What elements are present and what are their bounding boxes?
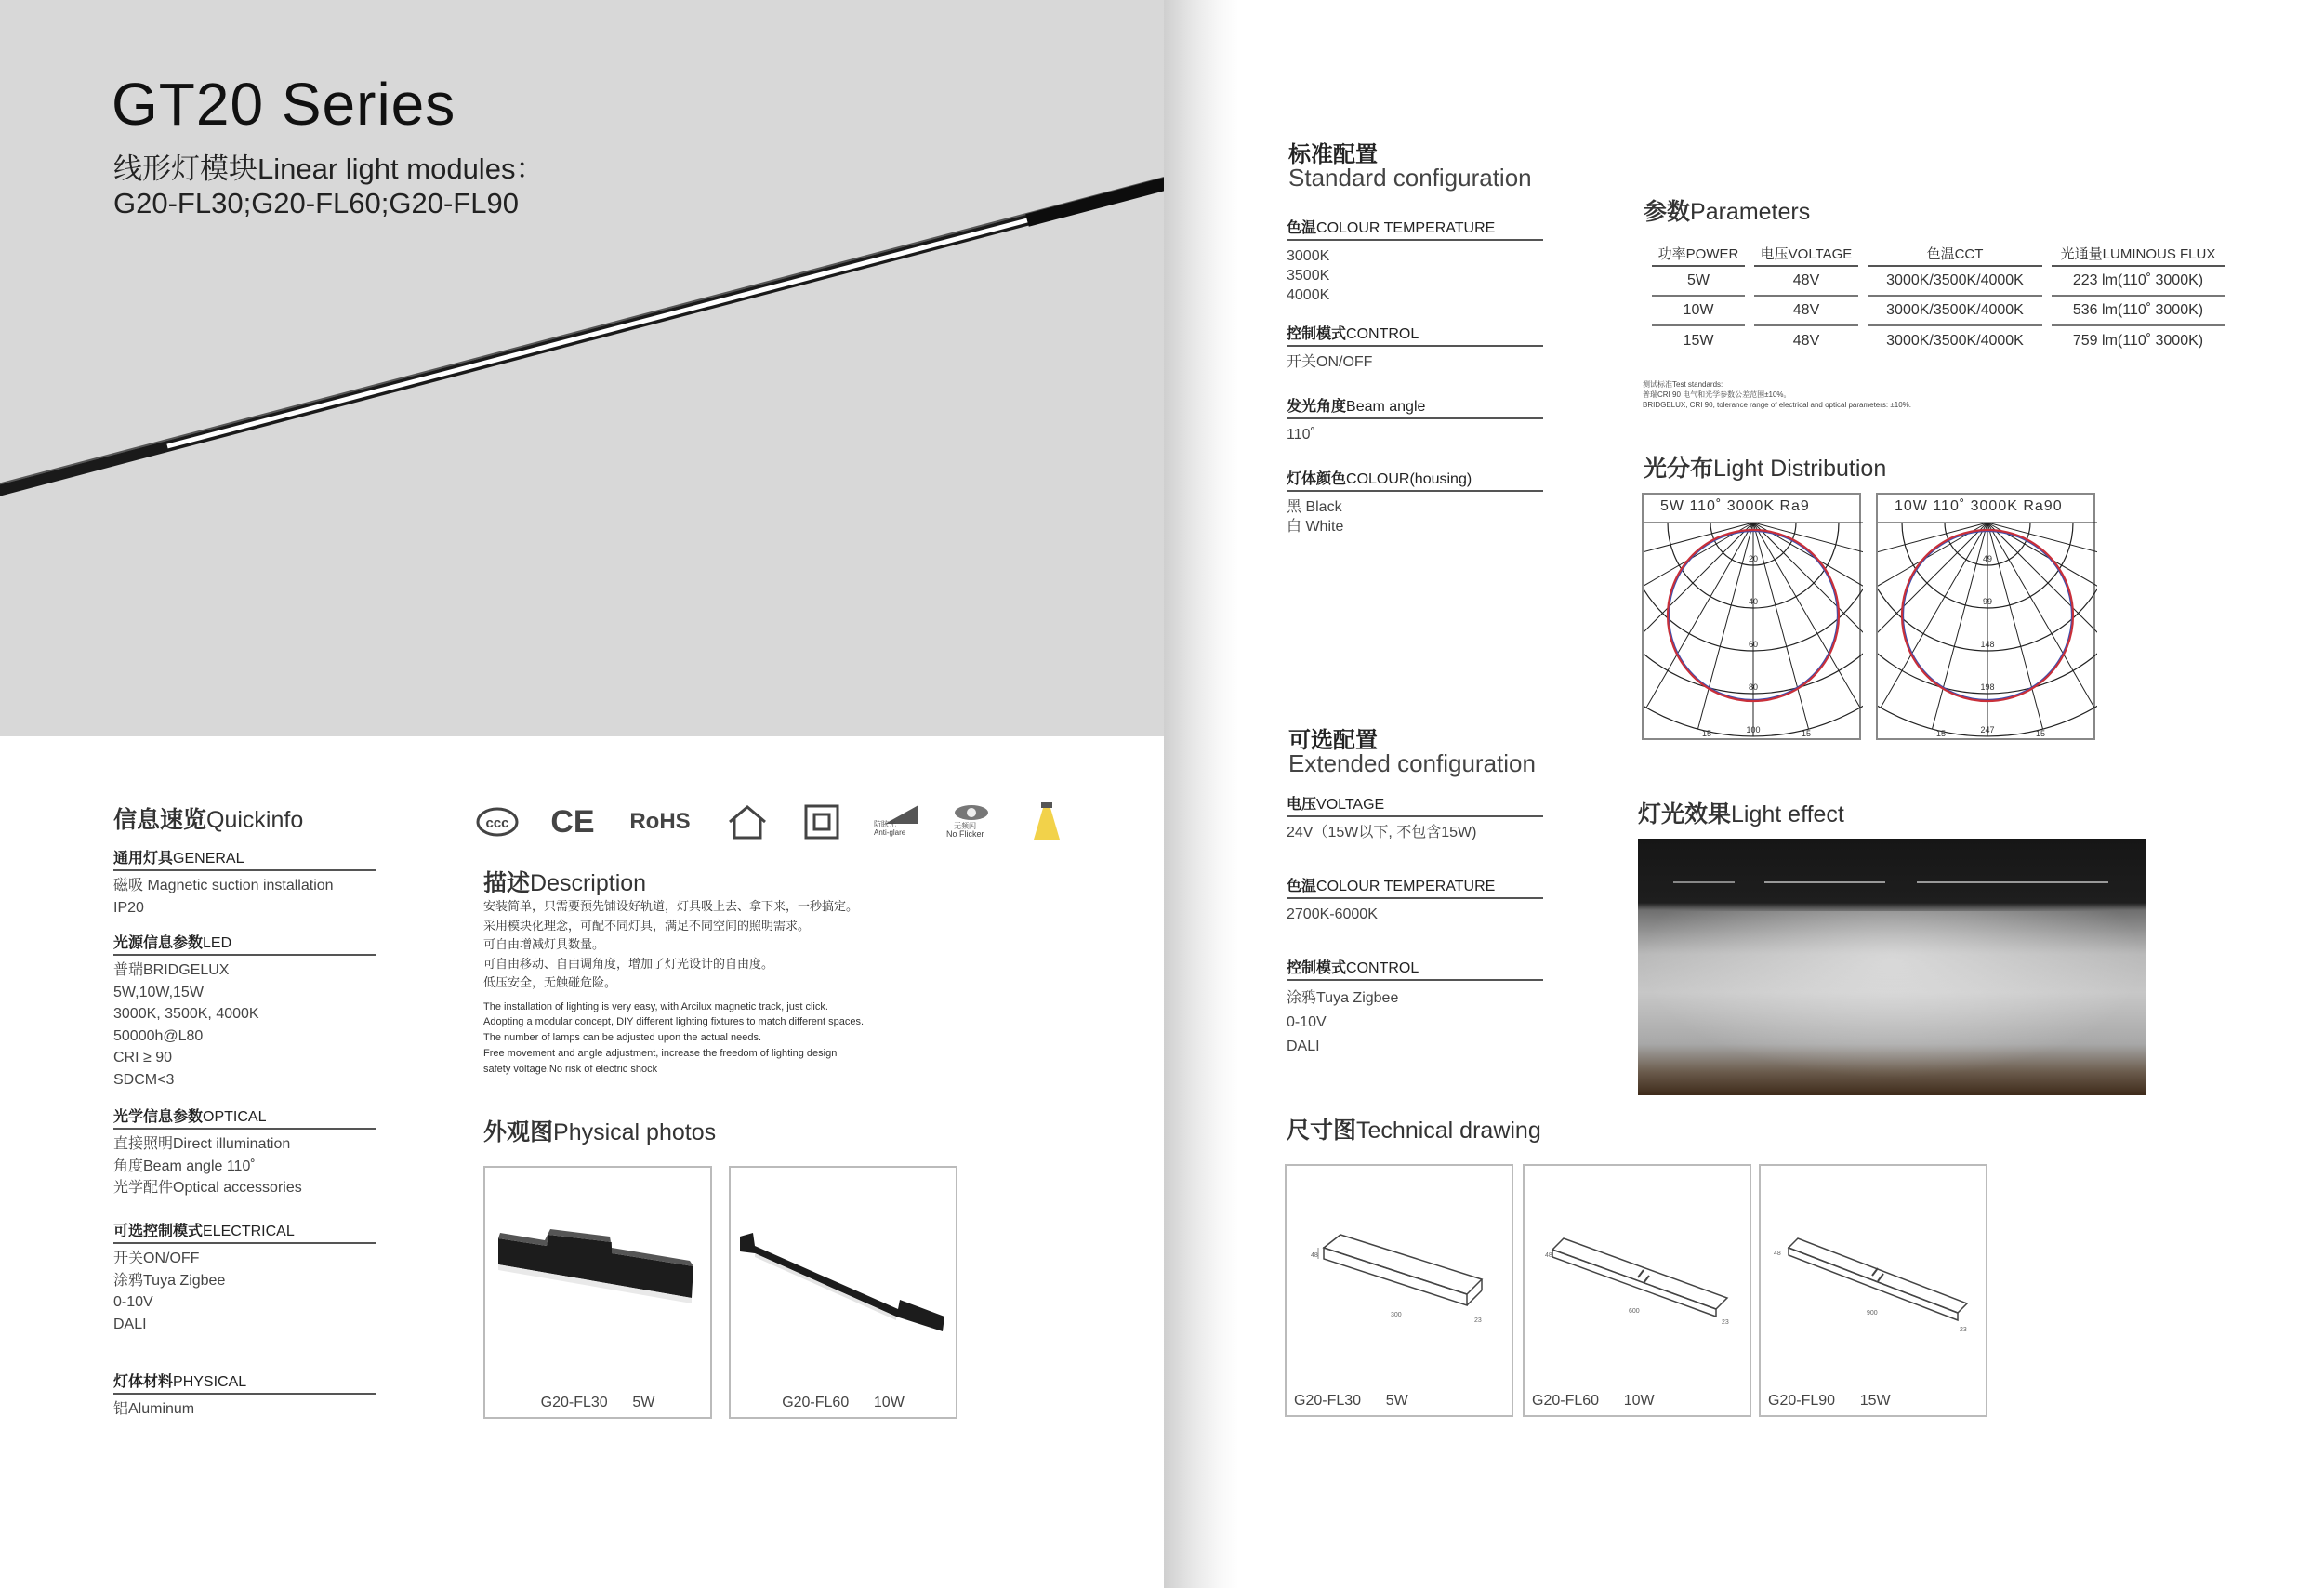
quickinfo-line: 涂鸦Tuya Zigbee: [113, 1272, 226, 1289]
dimension-drawing: [1525, 1166, 1750, 1380]
drawing-caption: G20-FL60 10W: [1532, 1393, 1655, 1409]
svg-text:300: 300: [1391, 1312, 1402, 1318]
page-title: GT20 Series: [112, 71, 456, 138]
column-header: 功率POWER: [1652, 244, 1745, 267]
config-group-heading: 控制模式CONTROL: [1287, 322, 1543, 347]
polar-spoke: [1878, 523, 1987, 674]
config-line: 110˚: [1287, 427, 1315, 443]
config-line: 2700K-6000K: [1287, 906, 1378, 922]
svg-text:ccc: ccc: [485, 815, 509, 831]
no-flicker-icon: 无频闪 No Flicker: [939, 798, 1004, 846]
quickinfo-line: 光学配件Optical accessories: [113, 1180, 302, 1196]
quickinfo-line: 50000h@L80: [113, 1027, 204, 1044]
description-en-line: The number of lamps can be adjusted upon the actual needs.: [483, 1032, 762, 1044]
std-beam-angle: [1287, 394, 1543, 444]
polar-chart-label: 5W 110˚ 3000K Ra9: [1660, 498, 1810, 514]
quickinfo-optical: [113, 1105, 376, 1199]
ring-label: 100: [1746, 725, 1761, 734]
table-row: [1652, 267, 2225, 297]
hero-banner: [0, 0, 1166, 736]
photos-heading: 外观图Physical photos: [483, 1118, 717, 1145]
column-header: 光通量LUMINOUS FLUX: [2052, 244, 2225, 267]
table-cell: 48V: [1792, 333, 1820, 349]
polar-spoke: [1987, 523, 2043, 729]
note-line: 普瑞CRI 90 电气和光学参数公差范围±10%。: [1643, 390, 1791, 399]
product-photo-fl30: [483, 1166, 712, 1419]
config-line: 白 White: [1287, 519, 1344, 535]
config-group-heading: 发光角度Beam angle: [1287, 394, 1543, 419]
product-image: [731, 1168, 956, 1382]
drawing-caption: G20-FL90 15W: [1768, 1393, 1891, 1409]
quickinfo-heading: 信息速览Quickinfo: [113, 806, 304, 833]
angle-label: -15: [1699, 729, 1712, 738]
polar-chart-label: 10W 110˚ 3000K Ra90: [1895, 498, 2063, 514]
quickinfo-group-heading: 光学信息参数OPTICAL: [113, 1105, 376, 1130]
quickinfo-led: [113, 931, 376, 1091]
parameters-table: [1643, 244, 2234, 356]
ext-control: [1287, 956, 1543, 1059]
product-photo-fl60: [729, 1166, 957, 1419]
ring-label: 49: [1982, 554, 1993, 563]
table-cell: 759 lm(110˚ 3000K): [2072, 333, 2204, 349]
product-image: [485, 1168, 710, 1382]
config-group-heading: 灯体颜色COLOUR(housing): [1287, 467, 1543, 492]
tech-drawing-fl90: [1759, 1164, 1987, 1417]
ring-label: 40: [1748, 597, 1759, 606]
page-gutter: [1164, 0, 1238, 1588]
description-cn-line: 安装简单，只需要预先铺设好轨道，灯具吸上去、拿下来，一秒搞定。: [483, 900, 859, 914]
table-cell: 223 lm(110˚ 3000K): [2052, 267, 2225, 297]
certification-icons: [474, 798, 1088, 846]
angle-label: -15: [1934, 729, 1947, 738]
ring-label: 99: [1982, 597, 1993, 606]
config-group-heading: 色温COLOUR TEMPERATURE: [1287, 216, 1543, 241]
quickinfo-line: 3000K, 3500K, 4000K: [113, 1006, 259, 1022]
polar-plot: [1644, 517, 1863, 740]
table-cell: 15W: [1683, 333, 1714, 349]
std-control: [1287, 322, 1543, 372]
spotlight-icon: [1026, 798, 1067, 846]
quickinfo-line: SDCM<3: [113, 1071, 175, 1088]
config-line: DALI: [1287, 1039, 1320, 1054]
parameters-heading: 参数Parameters: [1644, 198, 1811, 225]
table-cell: 3000K/3500K/4000K: [1868, 297, 2042, 326]
quickinfo-physical: [113, 1370, 376, 1421]
polar-spoke: [1644, 523, 1753, 674]
config-line: 黑 Black: [1287, 499, 1342, 515]
polar-spoke: [1753, 523, 1809, 729]
quickinfo-line: DALI: [113, 1316, 147, 1332]
description-cn-line: 低压安全，无触碰危险。: [483, 976, 617, 990]
angle-label: 15: [1802, 729, 1812, 738]
rohs-icon: RoHS: [629, 809, 691, 834]
quickinfo-line: 角度Beam angle 110˚: [113, 1158, 256, 1174]
dimension-drawing: [1287, 1166, 1512, 1380]
table-cell: 10W: [1652, 297, 1745, 326]
photo-caption: G20-FL60 10W: [782, 1395, 905, 1410]
config-line: 开关ON/OFF: [1287, 354, 1373, 370]
std-housing-colour: [1287, 467, 1543, 536]
extended-config-heading-cn: 可选配置: [1288, 727, 1378, 753]
extended-config-heading-en: Extended configuration: [1288, 749, 1536, 777]
quickinfo-line: 直接照明Direct illumination: [113, 1136, 291, 1152]
quickinfo-line: 开关ON/OFF: [113, 1251, 200, 1266]
light-distribution-heading: 光分布Light Distribution: [1644, 455, 1887, 482]
quickinfo-group-heading: 光源信息参数LED: [113, 931, 376, 956]
note-line: 测试标准Test standards:: [1643, 380, 1723, 389]
ring-label: 20: [1748, 554, 1759, 563]
svg-text:48: 48: [1545, 1252, 1552, 1259]
light-effect-photo: [1638, 839, 2146, 1095]
description-body: [483, 898, 948, 1077]
quickinfo-group-heading: 灯体材料PHYSICAL: [113, 1370, 376, 1395]
ring-label: 247: [1980, 725, 1995, 734]
description-en-line: The installation of lighting is very easy, with Arcilux magnetic track, just click.: [483, 1000, 828, 1012]
tech-drawing-fl60: [1523, 1164, 1751, 1417]
polar-spoke: [1697, 523, 1753, 729]
description-cn-line: 采用模块化理念，可配不同灯具，满足不同空间的照明需求。: [483, 919, 811, 933]
anti-glare-icon: 防眩光 Anti-glare: [857, 798, 924, 846]
angle-label: 15: [2036, 729, 2046, 738]
ring-label: 80: [1748, 682, 1759, 692]
table-cell: 3000K/3500K/4000K: [1886, 333, 2024, 349]
svg-text:23: 23: [1474, 1317, 1482, 1324]
std-colour-temperature: [1287, 216, 1543, 305]
technical-drawing-heading: 尺寸图Technical drawing: [1287, 1117, 1541, 1144]
indoor-house-icon: [723, 798, 772, 846]
ce-icon: CE: [550, 803, 595, 840]
ring-label: 198: [1980, 682, 1995, 692]
quickinfo-line: 5W,10W,15W: [113, 984, 204, 1000]
quickinfo-line: 磁吸 Magnetic suction installation: [113, 878, 334, 893]
polar-plot: [1878, 517, 2097, 740]
ring-label: 60: [1748, 640, 1759, 649]
config-group-heading: 控制模式CONTROL: [1287, 956, 1543, 981]
description-en-line: safety voltage,No risk of electric shock: [483, 1063, 658, 1075]
config-group-heading: 色温COLOUR TEMPERATURE: [1287, 874, 1543, 899]
quickinfo-line: IP20: [113, 899, 144, 916]
tech-drawing-fl30: [1285, 1164, 1513, 1417]
column-header: 电压VOLTAGE: [1754, 244, 1858, 267]
svg-text:48: 48: [1774, 1251, 1781, 1257]
column-header: 色温CCT: [1868, 244, 2042, 267]
ccc-icon: [474, 798, 521, 846]
ext-colour-temperature: [1287, 874, 1543, 924]
standard-config-heading-en: Standard configuration: [1288, 164, 1532, 192]
config-group-heading: 电压VOLTAGE: [1287, 792, 1543, 817]
svg-text:900: 900: [1867, 1310, 1878, 1317]
test-standards-note: [1643, 379, 1911, 410]
config-line: 0-10V: [1287, 1014, 1327, 1030]
ring-label: 148: [1980, 640, 1995, 649]
svg-text:23: 23: [1722, 1319, 1729, 1326]
description-en-line: Free movement and angle adjustment, increase the freedom of lighting design: [483, 1047, 838, 1059]
class-ii-icon: [801, 798, 842, 846]
config-line: 3500K: [1287, 268, 1330, 284]
light-effect-heading: 灯光效果Light effect: [1638, 801, 1844, 827]
table-row: [1652, 297, 2225, 326]
drawing-caption: G20-FL30 5W: [1294, 1393, 1408, 1409]
photo-caption: G20-FL30 5W: [540, 1395, 655, 1410]
svg-text:23: 23: [1960, 1327, 1967, 1333]
dimension-drawing: [1761, 1166, 1986, 1380]
table-cell: 48V: [1754, 267, 1858, 297]
quickinfo-group-heading: 可选控制模式ELECTRICAL: [113, 1219, 376, 1244]
svg-text:48: 48: [1311, 1252, 1318, 1259]
description-heading: 描述Description: [483, 869, 647, 896]
table-cell: 536 lm(110˚ 3000K): [2052, 297, 2225, 326]
note-line: BRIDGELUX, CRI 90, tolerance range of electrical and optical parameters: ±10%.: [1643, 401, 1911, 409]
config-line: 24V（15W以下, 不包含15W): [1287, 825, 1477, 840]
description-cn-line: 可自由增减灯具数量。: [483, 938, 605, 952]
polar-spoke: [1987, 523, 2097, 674]
quickinfo-general: [113, 846, 376, 919]
polar-chart-5w: [1642, 493, 1861, 740]
table-cell: 5W: [1652, 267, 1745, 297]
quickinfo-line: 铝Aluminum: [113, 1401, 195, 1417]
polar-spoke: [1753, 523, 1863, 674]
quickinfo-line: 普瑞BRIDGELUX: [113, 962, 230, 978]
description-cn-line: 可自由移动、自由调角度，增加了灯光设计的自由度。: [483, 957, 774, 972]
table-cell: 3000K/3500K/4000K: [1868, 267, 2042, 297]
model-list: G20-FL30;G20-FL60;G20-FL90: [113, 187, 519, 219]
polar-spoke: [1932, 523, 1987, 729]
quickinfo-electrical: [113, 1219, 376, 1335]
table-cell: 48V: [1754, 297, 1858, 326]
table-row: [1652, 326, 2225, 356]
product-subtitle: 线形灯模块Linear light modules：: [113, 152, 545, 185]
config-line: 4000K: [1287, 287, 1330, 303]
svg-text:600: 600: [1629, 1308, 1640, 1315]
config-line: 3000K: [1287, 248, 1330, 264]
config-line: 涂鸦Tuya Zigbee: [1287, 990, 1399, 1006]
quickinfo-group-heading: 通用灯具GENERAL: [113, 846, 376, 871]
description-en-line: Adopting a modular concept, DIY different lighting fixtures to match different spaces.: [483, 1016, 865, 1028]
polar-chart-10w: [1876, 493, 2095, 740]
quickinfo-line: CRI ≥ 90: [113, 1050, 173, 1065]
ext-voltage: [1287, 792, 1543, 842]
quickinfo-line: 0-10V: [113, 1294, 153, 1310]
standard-config-heading-cn: 标准配置: [1288, 141, 1378, 167]
